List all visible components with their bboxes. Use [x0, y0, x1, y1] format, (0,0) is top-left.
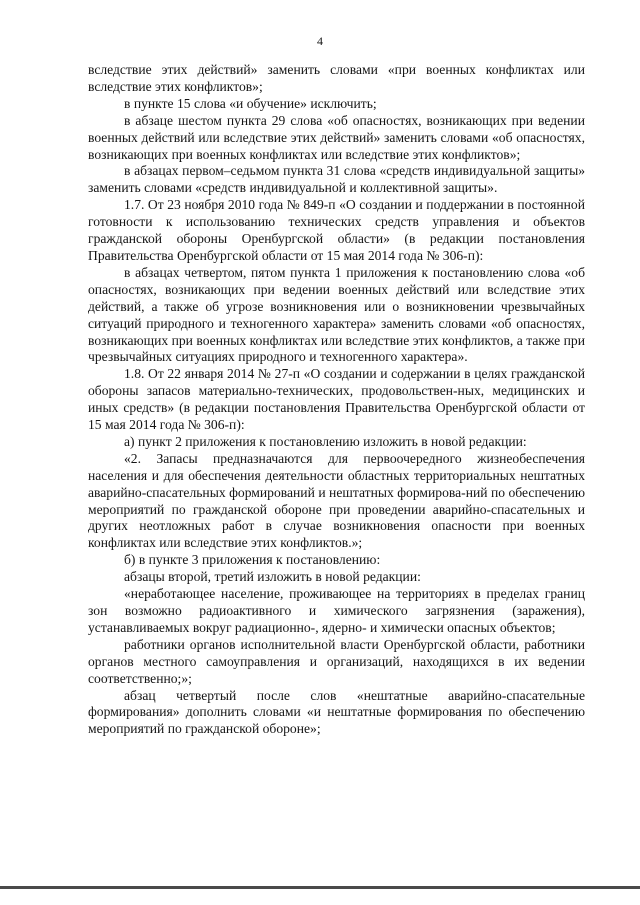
paragraph-6: в абзацах четвертом, пятом пункта 1 приложения к постановлению слова «об опасностях, возникающих при ведении военных действий или вследствие этих действий, а также об угрозе возникновения или о возникновении чрезвычайных ситуаций природного и техногенного характера» заменить словами «об опасностях, возникающих при военных конфликтах или вследствие этих конфликтов, а также при чрезвычайных ситуациях природного и техногенного характера».	[88, 264, 585, 365]
paragraph-14: абзац четвертый после слов «нештатные аварийно-спасательные формирования» дополнить словами «и нештатные формирования по обеспечению мероприятий по гражданской обороне»;	[88, 687, 585, 737]
paragraph-2: в пункте 15 слова «и обучение» исключить;	[124, 95, 377, 111]
paragraph-11: абзацы второй, третий изложить в новой редакции:	[124, 569, 421, 585]
document-body	[88, 62, 585, 738]
paragraph-10: б) в пункте 3 приложения к постановлению:	[124, 552, 381, 568]
paragraph-1: вследствие этих действий» заменить словами «при военных конфликтах или вследствие этих конфликтов»;	[88, 62, 585, 94]
scan-bottom-edge	[0, 886, 640, 889]
paragraph-12: «неработающее население, проживающее на территориях в пределах границ зон возможно радиоактивного и химического загрязнения (заражения), устанавливаемых вокруг радиационно-, ядерно- и химически опасных объектов;	[88, 586, 585, 635]
page-number: 4	[317, 34, 323, 48]
paragraph-9: «2. Запасы предназначаются для первоочередного жизнеобеспечения населения и для обеспечения деятельности областных территориальных нештатных аварийно-спасательных формирований и нештатных формирова-ний по обеспечению мероприятий по гражданской обороне при проведении аварийно-спасательных и других неотложных работ в случае возникновения опасности при военных конфликтах или вследствие этих конфликтов.»;	[88, 450, 585, 551]
paragraph-13: работники органов исполнительной власти Оренбургской области, работники органов местного самоуправления и организаций, находящихся в их ведении соответственно;»;	[88, 636, 585, 686]
paragraph-7: 1.8. От 22 января 2014 № 27-п «О создании и содержании в целях гражданской обороны запасов материально-технических, продовольствен-ных, медицинских и иных средств» (в редакции постановления Правительства Оренбургской области от 15 мая 2014 года № 306-п):	[88, 366, 585, 433]
paragraph-3: в абзаце шестом пункта 29 слова «об опасностях, возникающих при ведении военных действий или вследствие этих действий» заменить словами «об опасностях, возникающих при военных конфликтах или вследствие этих конфликтов»;	[88, 112, 585, 162]
paragraph-8: а) пункт 2 приложения к постановлению изложить в новой редакции:	[124, 433, 527, 449]
paragraph-4: в абзацах первом–седьмом пункта 31 слова «средств индивидуальной защиты» заменить словами «средств индивидуальной и коллективной защиты».	[88, 163, 585, 196]
paragraph-5: 1.7. От 23 ноября 2010 года № 849-п «О создании и поддержании в постоянной готовности к использованию технических средств управления и объектов гражданской обороны Оренбургской области» (в редакции постановления Правительства Оренбургской области от 15 мая 2014 года № 306-п):	[88, 197, 585, 263]
